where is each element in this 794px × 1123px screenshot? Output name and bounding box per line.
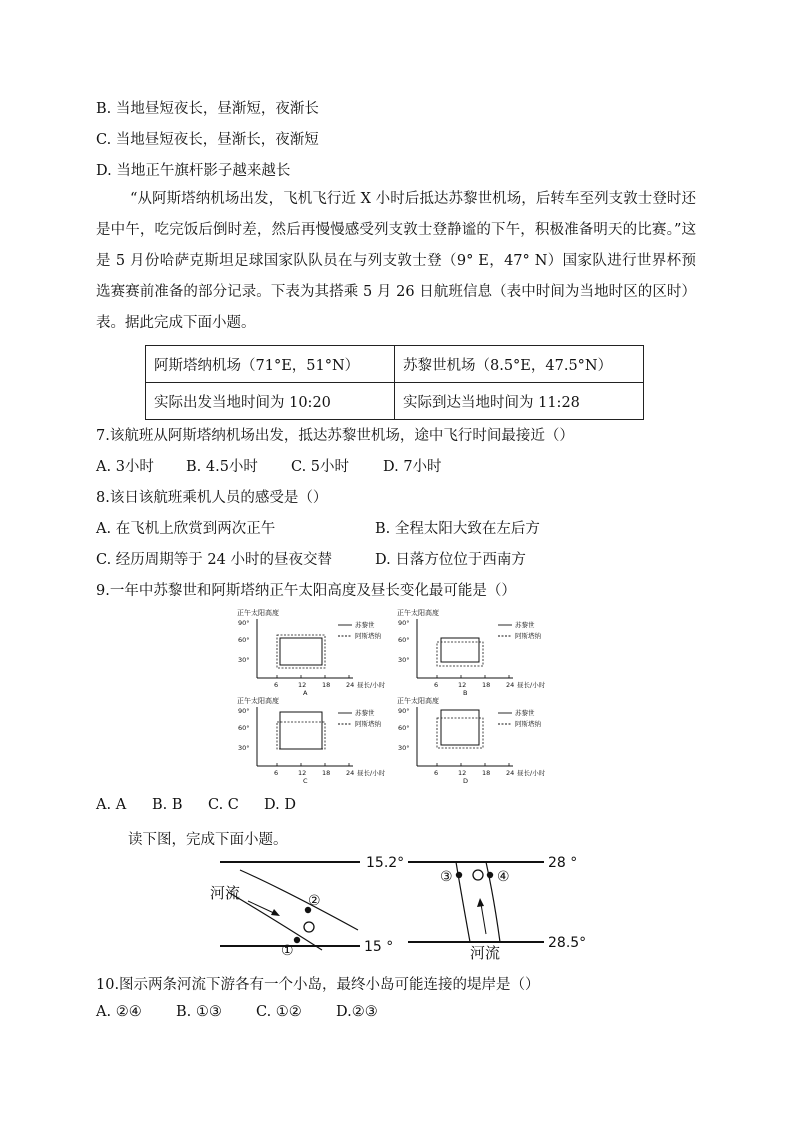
lat-label-left-top: 15.2° [366,855,405,871]
panel-ytick: 60° [238,636,250,644]
island-right [473,870,483,880]
panel-xtick: 24 [506,769,515,777]
panel-ytick: 60° [398,724,410,732]
panel-xtick: 24 [346,681,355,689]
river-figure [200,848,600,966]
flight-info-table [145,345,644,420]
q7-option-a: A. 3小时 [96,459,154,475]
panel-ytick: 90° [398,707,410,715]
panel-xtick: 6 [274,769,279,777]
panel-xtick: 18 [322,769,331,777]
panel-ytick: 60° [238,724,250,732]
q9-stem: 9.一年中苏黎世和阿斯塔纳正午太阳高度及昼长变化最可能是（） [96,583,516,599]
panel-ylabel: 正午太阳高度 [237,609,279,617]
chart-panel [237,608,386,697]
panel-ylabel: 正午太阳高度 [237,697,279,705]
panel-xlabel: 昼长/小时 [517,681,546,689]
panel-ytick: 60° [398,636,410,644]
passage-text: “从阿斯塔纳机场出发，飞机飞行近 X 小时后抵达苏黎世机场，后转车至列支敦士登时还是中午，吃完饭后倒时差，然后再慢慢感受列支敦士登静谧的下午，积极准备明天的比赛。”这是 5 月份哈萨克斯坦足球国家队队员在与列支敦士登（9° E，47° N）国家队进行世界杯预选赛赛前准备的部分记录。下表为其搭乘 5 月 26 日航班信息（表中时间为当地时区的区时）表。据此完成下面小题。 [96,191,696,331]
chart-panel [397,696,546,785]
option-prev-d: D. 当地正午旗杆影子越来越长 [96,163,291,179]
panel-ylabel: 正午太阳高度 [397,697,439,705]
q8-option-b: B. 全程太阳大致在左后方 [375,521,540,537]
legend-zurich: 苏黎世 [355,709,375,717]
q9-figure [230,604,570,786]
q8-stem: 8.该日该航班乘机人员的感受是（） [96,490,328,506]
marker-dot-1 [294,937,300,943]
marker-2: ② [308,893,321,909]
panel-xlabel: 昼长/小时 [357,769,386,777]
q10-option-a: A. ②④ [96,1004,142,1020]
panel-xtick: 6 [274,681,279,689]
marker-4: ④ [497,869,510,885]
astana-range-box [277,635,325,668]
lat-label-right-top: 28 ° [548,855,578,871]
zurich-range-box [280,638,322,665]
q10-option-d: D.②③ [336,1004,378,1020]
panel-xtick: 6 [434,681,439,689]
panel-ytick: 90° [398,619,410,627]
q9-option-d: D. D [264,797,296,813]
panel-xlabel: 昼长/小时 [357,681,386,689]
astana-range-box [277,722,325,749]
panel-xtick: 12 [298,681,307,689]
panel-ylabel: 正午太阳高度 [397,609,439,617]
marker-1: ① [281,943,294,959]
table-cell: 实际出发当地时间为 10:20 [146,383,395,420]
legend-astana: 阿斯塔纳 [515,720,541,728]
q10-option-c: C. ①② [256,1004,302,1020]
legend-zurich: 苏黎世 [515,709,535,717]
panel-xtick: 12 [458,681,467,689]
marker-dot-3 [456,872,462,878]
river-label-right: 河流 [470,944,501,962]
panel-letter: B [463,689,468,697]
panel-xtick: 12 [298,769,307,777]
legend-astana: 阿斯塔纳 [515,632,541,640]
passage [96,184,696,339]
panel-xtick: 6 [434,769,439,777]
panel-xtick: 18 [322,681,331,689]
table-row [146,346,644,383]
chart-panel [397,608,546,697]
flow-arrowhead-left [271,909,280,916]
panel-xtick: 18 [482,769,491,777]
q10-options [96,1004,378,1020]
table-cell: 实际到达当地时间为 11:28 [395,383,644,420]
astana-range-box [437,718,483,748]
panel-xtick: 24 [506,681,515,689]
q9-option-b: B. B [152,797,183,813]
chart-panel [237,696,386,785]
q8-options-row2 [96,548,526,569]
panel-xtick: 24 [346,769,355,777]
q8-option-d: D. 日落方位位于西南方 [375,552,526,568]
q10-stem: 10.图示两条河流下游各有一个小岛，最终小岛可能连接的堤岸是（） [96,977,540,993]
panel-xtick: 12 [458,769,467,777]
option-prev-c: C. 当地昼短夜长，昼渐长，夜渐短 [96,132,319,148]
q10-option-b: B. ①③ [176,1004,222,1020]
legend-zurich: 苏黎世 [515,621,535,629]
zurich-range-box [280,712,322,749]
panel-xtick: 18 [482,681,491,689]
river-label-left: 河流 [210,884,241,902]
panel-letter: D [463,777,469,785]
panel-xlabel: 昼长/小时 [517,769,546,777]
flow-arrowhead-right [477,898,484,907]
table-cell: 苏黎世机场（8.5°E，47.5°N） [395,346,644,383]
q8-option-a: A. 在飞机上欣赏到两次正午 [96,521,276,537]
flow-arrow-right [481,904,486,934]
zurich-range-box [441,638,479,662]
q7-option-c: C. 5小时 [291,459,350,475]
read-figure-prompt: 读下图，完成下面小题。 [128,832,288,848]
panel-letter: C [303,777,308,785]
river-bank-upper-left [240,870,358,930]
legend-astana: 阿斯塔纳 [355,720,381,728]
q7-option-d: D. 7小时 [383,459,442,475]
panel-ytick: 30° [398,656,410,664]
q7-options [96,455,442,476]
panel-ytick: 30° [238,656,250,664]
lat-label-left-bottom: 15 ° [364,939,394,955]
q7-stem: 7.该航班从阿斯塔纳机场出发，抵达苏黎世机场，途中飞行时间最接近（） [96,428,574,444]
legend-zurich: 苏黎世 [355,621,375,629]
q7-option-b: B. 4.5小时 [186,459,258,475]
q8-options-row1 [96,517,540,538]
zurich-range-box [441,710,479,745]
panel-ytick: 30° [238,744,250,752]
option-prev-b: B. 当地昼短夜长，昼渐短，夜渐长 [96,101,319,117]
marker-dot-4 [487,872,493,878]
panel-ytick: 30° [398,744,410,752]
q9-option-a: A. A [96,797,127,813]
marker-3: ③ [440,869,453,885]
legend-astana: 阿斯塔纳 [355,632,381,640]
lat-label-right-bottom: 28.5° [548,935,587,951]
table-cell: 阿斯塔纳机场（71°E，51°N） [146,346,395,383]
panel-ytick: 90° [238,619,250,627]
q9-option-c: C. C [208,797,239,813]
q8-option-c: C. 经历周期等于 24 小时的昼夜交替 [96,552,332,568]
panel-ytick: 90° [238,707,250,715]
island-left [304,922,314,932]
panel-letter: A [303,689,308,697]
table-row [146,383,644,420]
q9-options [96,797,296,813]
